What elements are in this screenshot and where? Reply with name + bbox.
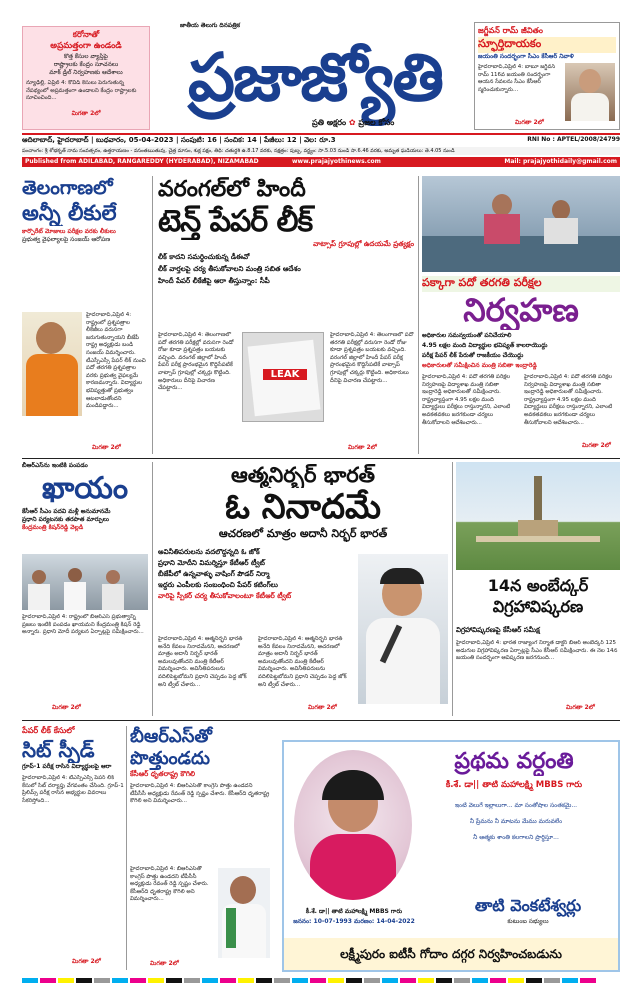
warangal-story [158, 176, 414, 454]
left-ear-line-3: మాక్ డ్రిల్ నిర్వహణకు ఆదేశాలు [49, 69, 123, 76]
ad-dates [292, 918, 416, 926]
left-ear-title-1: కరోనాతో [72, 30, 100, 39]
right-ear-body: హైదరాబాద్,ఏప్రిల్ 4: బాబూ జగ్జీవన్ రామ్ 116వ జయంతి సందర్భంగా ఆయన సేవలను సీఎం కేసీఆర్ స్మరించుకున్నారు... [478, 64, 556, 93]
price: వెల: రూ.3 [304, 136, 336, 144]
warangal-body-col-2: హైదరాబాద్,ఏప్రిల్ 4: తెలంగాణలో పదో తరగతి పరీక్షల్లో వరుసగా రెండో రోజు కూడా ప్రశ్నపత్రం బయటకు వచ్చింది. వరంగల్ జిల్లాలో హిందీ పేపర్ పరీక్ష ప్రారంభమైన కొద్దిసేపటికే వాట్సాప్ గ్రూపుల్లో చక్కర్లు కొట్టింది. అధికారులు దీనిపై విచారణ చేపట్టారు... [330, 332, 414, 384]
mid-rule-1 [22, 458, 620, 459]
exams-more[interactable]: మిగతా 2లో [582, 442, 611, 449]
atmanirbhar-head-2: ఓ నినాదమే [225, 488, 381, 526]
atmanirbhar-body-1: హైదరాబాద్,ఏప్రిల్ 4: ఆత్మనిర్భర్ భారత్ అనేది కేవలం నినాదమేనని, ఆచరణలో మాత్రం అదానీ నిర్భర్ భారత్ అమలవుతోందని మంత్రి కేటీఆర్ విమర్శించారు. అవినీతిపరులను వదిలిపెట్టబోమని ప్రధాని చెప్పడం పెద్ద జోక్ అని ట్వీట్ చేశారు... [158, 636, 247, 688]
ambedkar-head-2: విగ్రహావిష్కరణ [492, 597, 584, 616]
slogan-right: ప్రజల కోసం [358, 118, 395, 127]
sit-body: హైదరాబాద్,ఏప్రిల్ 4: టీఎస్పీఎస్సీ పేపర్ లీక్ కేసులో సిట్ దర్యాప్తు వేగవంతం చేసింది. గ్రూప్-1 ప్రిలిమ్స్ పరీక్ష రాసిన అభ్యర్థుల వివరాలు సేకరిస్తోంది... [22, 775, 124, 804]
col-divider-4 [452, 462, 453, 716]
sit-head-1: పేపర్ లీక్ కేసులో [22, 726, 75, 735]
ad-name-small: కీ.శే. డా|| తాటి మహాలక్ష్మి MBBS గారు [305, 908, 403, 915]
sit-more[interactable]: మిగతా 2లో [72, 958, 101, 965]
atmanirbhar-body-2: హైదరాబాద్,ఏప్రిల్ 4: ఆత్మనిర్భర్ భారత్ అనేది కేవలం నినాదమేనని, ఆచరణలో మాత్రం అదానీ నిర్భర్ భారత్ అమలవుతోందని మంత్రి కేటీఆర్ విమర్శించారు. అవినీతిపరులను వదిలిపెట్టబోమని ప్రధాని చెప్పడం పెద్ద జోక్ అని ట్వీట్ చేశారు... [258, 636, 347, 688]
sit-head-2: సిట్ స్పీడ్ [22, 738, 95, 762]
warangal-bullet-1: లీక్ కాదని సమర్థించుకున్న డీఈవో [158, 253, 250, 261]
left-ear-box [22, 26, 150, 130]
khayam-body: హైదరాబాద్,ఏప్రిల్ 4: రాష్ట్రంలో బీఆర్ఎస్ ప్రభుత్వాన్ని ప్రజలు ఇంటికి పంపడం ఖాయమని కేంద్రమంత్రి కిషన్ రెడ్డి అన్నారు. ప్రధాని మోదీ పర్యటన ఏర్పాట్లపై సమీక్షించారు... [22, 614, 144, 636]
website-link[interactable]: www.prajajyothinews.com [292, 158, 381, 165]
left-ear-more[interactable]: మిగతా 2లో [71, 110, 101, 117]
ad-name: కీ.శే. డా|| తాటి మహాలక్ష్మి MBBS గారు [445, 780, 583, 790]
warangal-head-1: వరంగల్‌లో హిందీ [158, 177, 306, 202]
col-divider-5 [126, 726, 127, 970]
ambedkar-sub: విగ్రహావిష్కరణపై కేసీఆర్ సమీక్ష [456, 626, 540, 634]
col-divider-2 [418, 176, 419, 454]
left-ear-line-1: కొత్త కేసుల వ్యాప్తిపై [64, 53, 108, 60]
ad-verse-2: నీ ప్రేమను నీ మాటను మేము మరువలేం [469, 818, 563, 825]
left-ear-title-2: అప్రమత్తంగా ఉండండి [50, 41, 122, 51]
right-ear-title-1: జగ్జీవన్ రామ్ జీవితం [478, 26, 543, 35]
revanth-reddy-photo [218, 868, 270, 958]
volume: సంపుటి: 16 [180, 136, 217, 144]
slogan-left: ప్రతి అక్షరం [312, 118, 347, 127]
date: బుధవారం, 05-04-2023 [96, 136, 174, 144]
warangal-body-col-1: హైదరాబాద్,ఏప్రిల్ 4: తెలంగాణలో పదో తరగతి పరీక్షల్లో వరుసగా రెండో రోజు కూడా ప్రశ్నపత్రం బయటకు వచ్చింది. వరంగల్ జిల్లాలో హిందీ పేపర్ పరీక్ష ప్రారంభమైన కొద్దిసేపటికే వాట్సాప్ గ్రూపుల్లో చక్కర్లు కొట్టింది. అధికారులు దీనిపై విచారణ చేపట్టారు... [158, 332, 234, 392]
atmanirbhar-bullet-4: ఇద్దరు ఎంపీలకు సంబంధించి పేపర్ కటింగ్‌లు [158, 581, 278, 589]
ambedkar-head-1: 14న అంబేద్కర్ [487, 576, 589, 595]
khayam-more[interactable]: మిగతా 2లో [52, 704, 81, 711]
ambedkar-statue-photo [456, 462, 620, 570]
review-meeting-photo [422, 176, 620, 272]
telangana-more[interactable]: మిగతా 2లో [92, 444, 121, 451]
khayam-sub-3: కేంద్రమంత్రి కిషన్‌రెడ్డి వెల్లడి [22, 524, 84, 531]
atmanirbhar-bullet-5: వారిపై స్పీకర్ చర్య తీసుకోవాలంటూ కేటీఆర్ ట్వీట్ [158, 592, 292, 600]
dateline: ఆదిలాబాద్, హైదరాబాద్ | బుధవారం, 05-04-2023 | సంపుటి: 16 | సంచిక: 14 | పేజీలు: 12 | వెల: రూ.3 [22, 136, 336, 144]
brs-more[interactable]: మిగతా 2లో [150, 960, 179, 967]
exams-sub-1: అధికారుల సమన్వయంతో పనిచేయాలి [422, 332, 512, 339]
ad-footer: లక్ష్మీపురం ఐటీసీ గోదాం దగ్గర నిర్వహించబడును [284, 938, 618, 970]
sit-story [22, 726, 124, 970]
ad-family-sub: కుటుంబ సభ్యులు [507, 918, 549, 925]
exams-head-1: పక్కాగా పదో తరగతి పరీక్షల [422, 276, 620, 292]
panchangam: పంచాంగం: శ్రీ శోభకృత్ నామ సంవత్సరం, ఉత్తరాయణం - వసంతఋతువు, చైత్ర మాసం, శుక్ల పక్షం, తిథి: చతుర్దశి ఉ.8.17 వరకు, నక్షత్రం: పుబ్బ, వర్జ్యం: సా.5.03 నుండి సా.6.46 వరకు, అమృత ఘడియలు: తె.4.05 నుండి [22, 147, 620, 155]
right-ear-subtitle: జయంతి సందర్భంగా సీఎం కేసీఆర్ నివాళి [478, 53, 574, 60]
masthead-logo: ప్రజాజ్యోతి [187, 38, 443, 116]
right-ear-more[interactable]: మిగతా 2లో [515, 119, 544, 126]
rni-number: RNI No : APTEL/2008/24799 [527, 136, 620, 143]
exams-story [422, 176, 620, 454]
ambedkar-more[interactable]: మిగతా 2లో [566, 704, 595, 711]
ad-born: జననం: 10-07-1993 [293, 918, 352, 925]
slogan [312, 118, 442, 129]
brs-body-1: హైదరాబాద్,ఏప్రిల్ 4: బీఆర్ఎస్‌తో కాంగ్రెస్ పొత్తు ఉండదని టీపీసీసీ అధ్యక్షుడు రేవంత్ రెడ్డి స్పష్టం చేశారు. కేసీఆర్‌ది ధృతరాష్ట్ర కౌగిలి అని విమర్శించారు... [130, 783, 270, 805]
issue: సంచిక: 14 [224, 136, 257, 144]
telangana-head-2: అన్నీ లీకులే [22, 201, 117, 225]
telangana-head-1: తెలంగాణలో [22, 177, 113, 199]
khayam-sub-1: కేసీఆర్ సీఎం పదవి మళ్లీ అనుమానమే [22, 508, 111, 515]
atmanirbhar-bullet-2: ప్రధాని మోదీని విమర్శిస్తూ కేటీఆర్ ట్వీట్ [158, 559, 265, 567]
ad-died: మరణం: 14-04-2022 [354, 918, 415, 925]
atmanirbhar-bullet-3: బీజేపీలో ఉన్నవాళ్ళు వాషింగ్ పౌడర్ నిర్మా [158, 570, 270, 578]
atmanirbhar-bullet-1: అవినీతిపరులను వదలొద్దన్నది ఓ జోక్ [158, 548, 260, 556]
brs-sub: కేసీఆర్ ధృతరాష్ట్ర కౌగిలి [130, 770, 196, 778]
telangana-sub-2: ప్రభుత్వ వైఫల్యాలపై సంజయ్ ఆరోపణ [22, 236, 111, 243]
khayam-kicker: బీఆర్‌ఎస్‌ను ఇంటికి పంపడం [22, 462, 88, 469]
pages: పేజీలు: 12 [264, 136, 297, 144]
exams-body-1: హైదరాబాద్,ఏప్రిల్ 4: పదో తరగతి పరీక్షల నిర్వహణపై విద్యాశాఖ మంత్రి సబితా ఇంద్రారెడ్డి అధికారులతో సమీక్షించారు. రాష్ట్రవ్యాప్తంగా 4.95 లక్షల మంది విద్యార్థులు పరీక్షలు రాస్తున్నారని, ఎలాంటి అవకతవకలు జరగకుండా చర్యలు తీసుకోవాలని ఆదేశించారు... [422, 374, 511, 426]
ad-verse-1: ఇంటి వెలుగే ఇల్లాలుగా... మా సంతోషాల సంతకమై... [454, 802, 578, 809]
left-ear-body: న్యూఢిల్లీ, ఏప్రిల్ 4: కోవిడ్ కేసులు పెరుగుతున్న నేపథ్యంలో అప్రమత్తంగా ఉండాలని కేంద్రం రాష్ట్రాలకు సూచించింది... [26, 80, 137, 102]
col-divider-1 [152, 176, 153, 454]
brs-story [130, 726, 270, 970]
leak-label: LEAK [263, 369, 307, 380]
ambedkar-body: హైదరాబాద్,ఏప్రిల్ 4: భారత రాజ్యాంగ నిర్మాత డాక్టర్ బీఆర్ అంబేద్కర్ 125 అడుగుల విగ్రహావిష్కరణ ఏర్పాట్లపై సీఎం కేసీఆర్ సమీక్షించారు. ఈ నెల 14న జయంతి సందర్భంగా ఆవిష్కరణ జరగనుంది... [456, 640, 618, 662]
exams-sub-4: అధికారులతో సమీక్షించిన మంత్రి సబితా ఇంద్రారెడ్డి [422, 362, 537, 369]
portrait-photo [294, 750, 412, 900]
ktr-photo [358, 554, 448, 704]
mid-rule-2 [22, 720, 620, 721]
brs-head-2: పొత్తుండదు [130, 748, 210, 769]
right-ear-title-2: స్ఫూర్తిదాయకం [478, 37, 616, 53]
brs-body-2: హైదరాబాద్,ఏప్రిల్ 4: బీఆర్ఎస్‌తో కాంగ్రెస్ పొత్తు ఉండదని టీపీసీసీ అధ్యక్షుడు రేవంత్ రెడ్డి స్పష్టం చేశారు. కేసీఆర్‌ది ధృతరాష్ట్ర కౌగిలి అని విమర్శించారు... [130, 866, 209, 903]
telangana-body: హైదరాబాద్,ఏప్రిల్ 4: రాష్ట్రంలో ప్రశ్నపత్రాల లీకేజీలు వరుసగా జరుగుతున్నాయని బీజేపీ రాష్ట్ర అధ్యక్షుడు బండి సంజయ్ విమర్శించారు. టీఎస్పీఎస్సీ పేపర్ లీక్ నుంచి పదో తరగతి ప్రశ్నపత్రాల వరకు ప్రభుత్వ వైఫల్యమే కారణమన్నారు. విద్యార్థుల భవిష్యత్తుతో ప్రభుత్వం ఆటలాడుతోందని మండిపడ్డారు... [86, 312, 146, 410]
mail-link[interactable]: Mail: prajajyothidaily@gmail.com [504, 158, 617, 165]
warangal-head-2: టెన్త్ పేపర్ లీక్ [158, 204, 313, 239]
atmanirbhar-sub: ఆచరణలో మాత్రం అదానీ నిర్భర్ భారత్ [218, 527, 388, 540]
khayam-head: ఖాయం [41, 471, 129, 506]
leak-photo [242, 332, 324, 422]
tagline: జాతీయ తెలుగు దినపత్రిక [180, 22, 240, 29]
publish-bar [22, 157, 620, 167]
kcr-photo [565, 63, 615, 121]
ad-verse-3: నీ ఆత్మకు శాంతి కలగాలని ప్రార్థిస్తూ... [473, 834, 559, 841]
sit-sub: గ్రూప్-1 పరీక్ష రాసిన విద్యార్థులపై ఆరా [22, 763, 112, 770]
exams-sub-3: పరీక్ష పేపర్ లీక్ పేరుతో రాజకీయం చేయొద్దు [422, 352, 524, 359]
atmanirbhar-more[interactable]: మిగతా 2లో [308, 704, 337, 711]
ambedkar-story [456, 462, 620, 716]
right-ear-box [474, 22, 620, 130]
bandi-sanjay-photo [22, 312, 82, 416]
kishan-reddy-photo [22, 554, 148, 610]
col-divider-3 [152, 462, 153, 716]
atmanirbhar-story [158, 462, 448, 716]
warangal-sub: వాట్సాప్ గ్రూపుల్లో ఉదయమే ప్రత్యక్షం [313, 240, 414, 248]
edition: ఆదిలాబాద్, హైదరాబాద్ [22, 136, 89, 144]
warangal-more[interactable]: మిగతా 2లో [348, 444, 377, 451]
atmanirbhar-head-1: ఆత్మనిర్భర్ భారత్ [230, 463, 376, 487]
color-registration-strip [22, 978, 620, 984]
warangal-bullet-3: హిందీ పేపర్ లీకేజీపై ఆరా తీస్తున్నాం: సీపీ [158, 277, 270, 285]
top-rule [22, 133, 620, 135]
khayam-story [22, 462, 148, 716]
ad-title: ప్రథమ వర్ధంతి [454, 749, 574, 774]
ad-family: తాటి వెంకటేశ్వర్లు [474, 896, 582, 915]
left-ear-line-2: రాష్ట్రాలకు కేంద్రం సూచనలు [53, 61, 119, 68]
warangal-bullet-2: లీక్ వార్తలపై చర్య తీసుకోవాలని మంత్రి సబిత ఆదేశం [158, 265, 301, 273]
exams-body-2: హైదరాబాద్,ఏప్రిల్ 4: పదో తరగతి పరీక్షల నిర్వహణపై విద్యాశాఖ మంత్రి సబితా ఇంద్రారెడ్డి అధికారులతో సమీక్షించారు. రాష్ట్రవ్యాప్తంగా 4.95 లక్షల మంది విద్యార్థులు పరీక్షలు రాస్తున్నారని, ఎలాంటి అవకతవకలు జరగకుండా చర్యలు తీసుకోవాలని ఆదేశించారు... [524, 374, 613, 426]
brs-head-1: బీఆర్‌ఎస్‌తో [130, 726, 212, 747]
exams-head-2: నిర్వహణ [463, 291, 579, 329]
slogan-emblem-icon: ✿ [348, 118, 356, 127]
telangana-sub-1: కార్పొరేట్ మోజులు పరీక్షల వరకు లీకులు [22, 228, 116, 235]
vardhanti-ad [282, 740, 620, 972]
exams-sub-2: 4.95 లక్షల మంది విద్యార్థుల భవిష్యత్ కాలరాయొద్దు [422, 342, 548, 349]
published-from: Published from ADILABAD, RANGAREDDY (HYDERABAD), NIZAMABAD [25, 158, 259, 165]
khayam-sub-2: ప్రధాని పర్యటనకు తరపాత మార్పులు [22, 516, 109, 523]
telangana-story [22, 176, 148, 454]
